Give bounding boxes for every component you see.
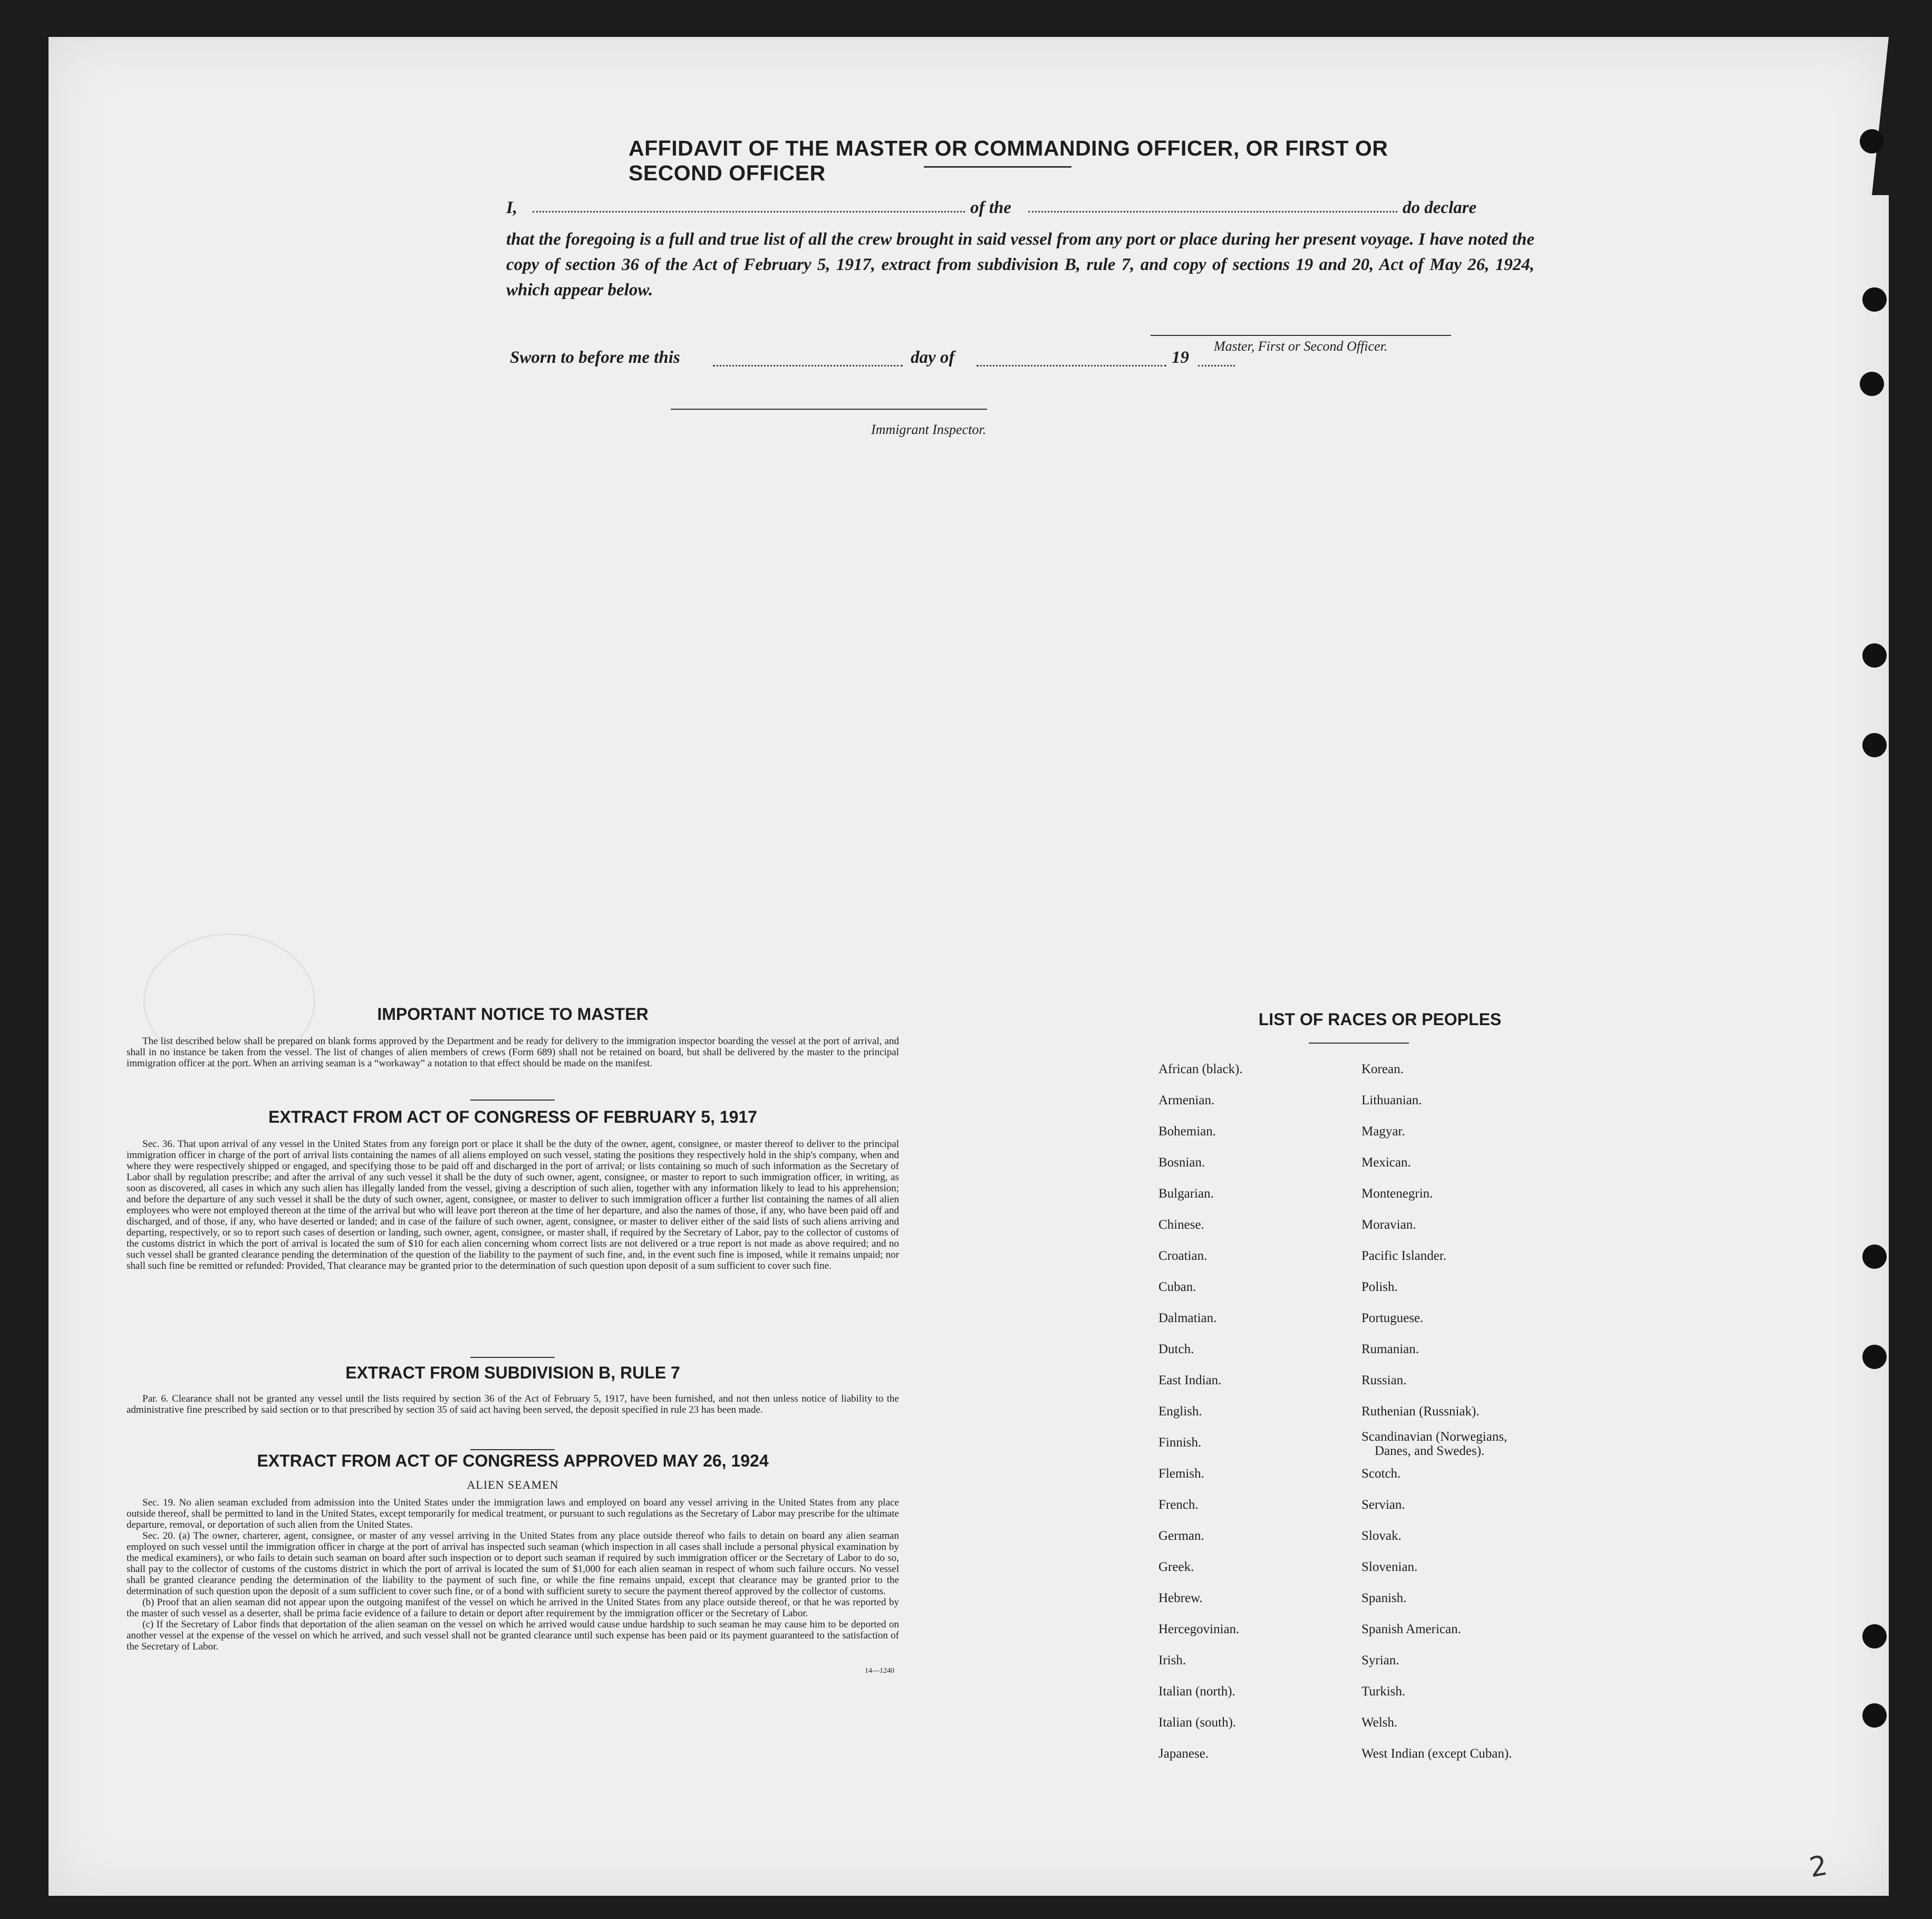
day-of-label: day of (911, 348, 955, 367)
binder-hole (1862, 1345, 1887, 1369)
rule-7 (127, 1363, 899, 1415)
race-item: Irish. (1158, 1653, 1186, 1667)
race-item: Bosnian. (1158, 1155, 1205, 1170)
race-item: Italian (north). (1158, 1684, 1235, 1699)
master-signature-line[interactable] (1151, 335, 1451, 336)
race-item: African (black). (1158, 1062, 1243, 1076)
binder-hole (1862, 1703, 1887, 1728)
race-item: Montenegrin. (1361, 1187, 1433, 1201)
affidavit-title: AFFIDAVIT OF THE MASTER OR COMMANDING OFFICER, OR FIRST OR SECOND OFFICER (629, 136, 1388, 185)
inspector-signature-label: Immigrant Inspector. (871, 422, 987, 437)
divider (470, 1449, 555, 1450)
sec-20a-text: Sec. 20. (a) The owner, charterer, agent, consignee, or master of any vessel arriving in the United States from any place outside thereof who fails to detain on board any alien seaman employed on such vessel until the immigration officer in charge at the port of arrival has inspected such seaman (which inspection in all cases shall include a personal physical examination by the medical examiners), or who fails to detain such seaman on board after such inspection or to deport such seaman if required by such immigration officer or the Secretary of Labor to do so, shall pay to the collector of customs of the customs district in which the port of arrival is located the sum of $1,000 for each alien seaman in respect of whom such failure occurs. No vessel shall be granted clearance pending the determination of the liability to the payment of such fine, or while the fine remains unpaid, except that clearance may be granted prior to the determination of such question upon the deposit of a sum sufficient to cover such fine, or of a bond with sufficient surety to secure the payment thereof approved by the collector of customs. (127, 1530, 899, 1597)
race-item: Spanish American. (1361, 1622, 1461, 1636)
race-item: Hebrew. (1158, 1591, 1203, 1605)
binder-hole (1862, 1624, 1887, 1648)
race-item: Dutch. (1158, 1342, 1194, 1356)
race-item: Portuguese. (1361, 1311, 1424, 1325)
race-item: English. (1158, 1404, 1202, 1419)
binder-hole (1862, 1245, 1887, 1269)
affidavit-i: I, (506, 198, 518, 217)
race-item: Bulgarian. (1158, 1187, 1214, 1201)
races-title: LIST OF RACES OR PEOPLES (1258, 1010, 1502, 1029)
sec-20b-text: (b) Proof that an alien seaman did not appear upon the outgoing manifest of the vessel on which he arrived in the United States from any place outside thereof, or that he was reported by the master of such vessel as a deserter, shall be prima facie evidence of a failure to detain or deport after requirement by the immigration officer or the Secretary of Labor. (127, 1597, 899, 1619)
notice-title: IMPORTANT NOTICE TO MASTER (377, 1005, 649, 1024)
race-item: Chinese. (1158, 1218, 1204, 1232)
rule-7-title: EXTRACT FROM SUBDIVISION B, RULE 7 (345, 1363, 680, 1382)
race-item: Moravian. (1361, 1218, 1416, 1232)
sworn-year-field[interactable] (1198, 365, 1235, 367)
race-item: Bohemian. (1158, 1124, 1216, 1139)
inspector-signature-line[interactable] (671, 409, 987, 410)
race-item: West Indian (except Cuban). (1361, 1747, 1512, 1761)
margin-mark: 2 (1807, 1849, 1830, 1884)
sec-20c-text: (c) If the Secretary of Labor finds that deportation of the alien seaman on the vessel on which he arrived would cause undue hardship to such seaman he may cause him to be deported on another vessel at the expense of the vessel on which he arrived, and such vessel shall not be granted clearance until such expense has been paid or its payment guaranteed to the satisfaction of the Secretary of Labor. (127, 1619, 899, 1652)
affidavit-body: that the foregoing is a full and true list of all the crew brought in said vessel from any port or place during her present voyage. I have noted the copy of section 36 of the Act of February 5, 1917, extract from subdivision B, rule 7, and copy of sections 19 and 20, Act of May 26, 1924, which appear below. (506, 230, 1534, 300)
page-edge (1847, 37, 1889, 195)
race-item: Mexican. (1361, 1155, 1411, 1170)
race-item: Korean. (1361, 1062, 1404, 1076)
race-item: Spanish. (1361, 1591, 1407, 1605)
sworn-month-field[interactable] (977, 365, 1166, 367)
sworn-day-field[interactable] (713, 365, 903, 367)
race-item: Japanese. (1158, 1747, 1209, 1761)
race-item: East Indian. (1158, 1373, 1222, 1387)
race-item: Welsh. (1361, 1715, 1398, 1730)
notice-text: The list described below shall be prepared on blank forms approved by the Department and be ready for delivery to the immigration inspector boarding the vessel at the port of arrival, and shall in no instance be taken from the vessel. The list of changes of alien members of crews (Form 689) shall not be retained on board, but shall be delivered by the master to the principal immigration officer at the port. When an arriving seaman is a “workaway” a notation to that effect should be made on the manifest. (127, 1036, 899, 1069)
race-item: Russian. (1361, 1373, 1407, 1387)
binder-hole (1862, 733, 1887, 757)
binder-hole (1862, 643, 1887, 668)
affidavit-declare: do declare (1403, 198, 1477, 217)
divider (470, 1357, 555, 1358)
race-item: Polish. (1361, 1280, 1398, 1294)
race-item: Cuban. (1158, 1280, 1196, 1294)
race-item: Magyar. (1361, 1124, 1405, 1139)
extract-1924 (127, 1451, 899, 1675)
race-item: Scandinavian (Norwegians, Danes, and Swedes). (1361, 1430, 1508, 1458)
race-item: Pacific Islander. (1361, 1249, 1447, 1263)
extract-1924-title: EXTRACT FROM ACT OF CONGRESS APPROVED MAY 26, 1924 (257, 1451, 769, 1470)
name-field[interactable] (533, 211, 965, 213)
race-item: Servian. (1361, 1498, 1405, 1512)
race-item: Dalmatian. (1158, 1311, 1217, 1325)
rule-7-text: Par. 6. Clearance shall not be granted any vessel until the lists required by section 36 of the Act of February 5, 1917, have been furnished, and not then unless notice of liability to the administrative fine prescribed by said section or to that prescribed by section 35 of said act having been served, the deposit specified in rule 23 has been made. (127, 1393, 899, 1415)
race-item: Greek. (1158, 1560, 1194, 1574)
race-item: Finnish. (1158, 1435, 1202, 1450)
extract-1917-text: Sec. 36. That upon arrival of any vessel in the United States from any foreign port or place it shall be the duty of the owner, agent, consignee, or master thereof to deliver to the principal immigration officer in charge of the port of arrival lists containing the names of all aliens employed on such vessel, stating the positions they respectively hold in the ship's company, when and where they were respectively shipped or engaged, and specifying those to be paid off and discharged in the port of arrival; or lists containing so much of such information as the Secretary of Labor shall by regulation prescribe; and after the arrival of any such vessel it shall be the duty of such owner, agent, consignee, or master to report to such immigration officer, in writing, as soon as discovered, all cases in which any such alien has illegally landed from the vessel, giving a description of such alien, together with any information likely to lead to his apprehension; and before the departure of any such vessel it shall be the duty of such owner, agent, consignee, or master to deliver to such immigration officer a further list containing the names of all alien employees who were not employed thereon at the time of the arrival but who will leave port thereon at the time of her departure, and also the names of those, if any, who have been paid off and discharged, and of those, if any, who have deserted or landed; and in case of the failure of such owner, agent, consignee, or master to deliver either of the said lists of such aliens arriving and departing, respectively, or so to report such cases of desertion or landing, such owner, agent, consignee, or master shall, if required by the Secretary of Labor, pay to the collector of customs of the customs district in which the port of arrival is located the sum of $10 for each alien concerning whom correct lists are not delivered or a true report is not made as above required; and no such vessel shall be granted clearance pending the determination of the question of the liability to the payment of such fine, and, in the event such fine is imposed, while it remains unpaid; nor shall such fine be remitted or refunded: Provided, That clearance may be granted prior to the determination of such question upon deposit of a sum sufficient to cover such fine. (127, 1139, 899, 1271)
race-item: Ruthenian (Russniak). (1361, 1404, 1480, 1419)
master-signature-label: Master, First or Second Officer. (1214, 339, 1388, 354)
form-number: 14—1240 (865, 1667, 894, 1675)
race-item: French. (1158, 1498, 1199, 1512)
race-item: Flemish. (1158, 1467, 1204, 1481)
manifest-page (49, 37, 1889, 1896)
race-item: German. (1158, 1529, 1204, 1543)
race-item: Croatian. (1158, 1249, 1208, 1263)
year-prefix: 19 (1172, 348, 1189, 367)
race-item: Rumanian. (1361, 1342, 1419, 1356)
sec-19-text: Sec. 19. No alien seaman excluded from admission into the United States under the immigration laws and employed on board any vessel arriving in the United States from any place outside thereof, shall be permitted to land in the United States, except temporarily for medical treatment, or pursuant to such regulations as the Secretary of Labor may prescribe for the ultimate departure, removal, or deportation of such alien from the United States. (127, 1497, 899, 1530)
race-item: Slovenian. (1361, 1560, 1418, 1574)
extract-1917 (127, 1107, 899, 1271)
races-underline (1309, 1043, 1409, 1044)
race-item: Italian (south). (1158, 1715, 1237, 1730)
extract-1924-subtitle: ALIEN SEAMEN (467, 1478, 559, 1491)
affidavit-line1 (506, 195, 1534, 221)
race-item: Turkish. (1361, 1684, 1406, 1699)
race-item: Scotch. (1361, 1467, 1401, 1481)
binder-hole (1862, 287, 1887, 312)
races-column-2 (1361, 1054, 1512, 1769)
title-underline (924, 166, 1071, 168)
sworn-line (510, 348, 1274, 374)
extract-1917-title: EXTRACT FROM ACT OF CONGRESS OF FEBRUARY 5, 1917 (268, 1107, 757, 1126)
race-item: Syrian. (1361, 1653, 1399, 1667)
binder-hole (1860, 372, 1884, 396)
race-item: Hercegovinian. (1158, 1622, 1240, 1636)
binder-hole (1860, 129, 1884, 153)
races-column-1 (1158, 1054, 1243, 1769)
divider (470, 1100, 555, 1101)
race-item: Slovak. (1361, 1529, 1402, 1543)
vessel-field[interactable] (1028, 211, 1397, 213)
race-item: Armenian. (1158, 1093, 1215, 1107)
race-item: Lithuanian. (1361, 1093, 1422, 1107)
sworn-label: Sworn to before me this (510, 348, 680, 367)
important-notice (127, 1005, 899, 1069)
affidavit-of-the: of the (970, 198, 1011, 217)
